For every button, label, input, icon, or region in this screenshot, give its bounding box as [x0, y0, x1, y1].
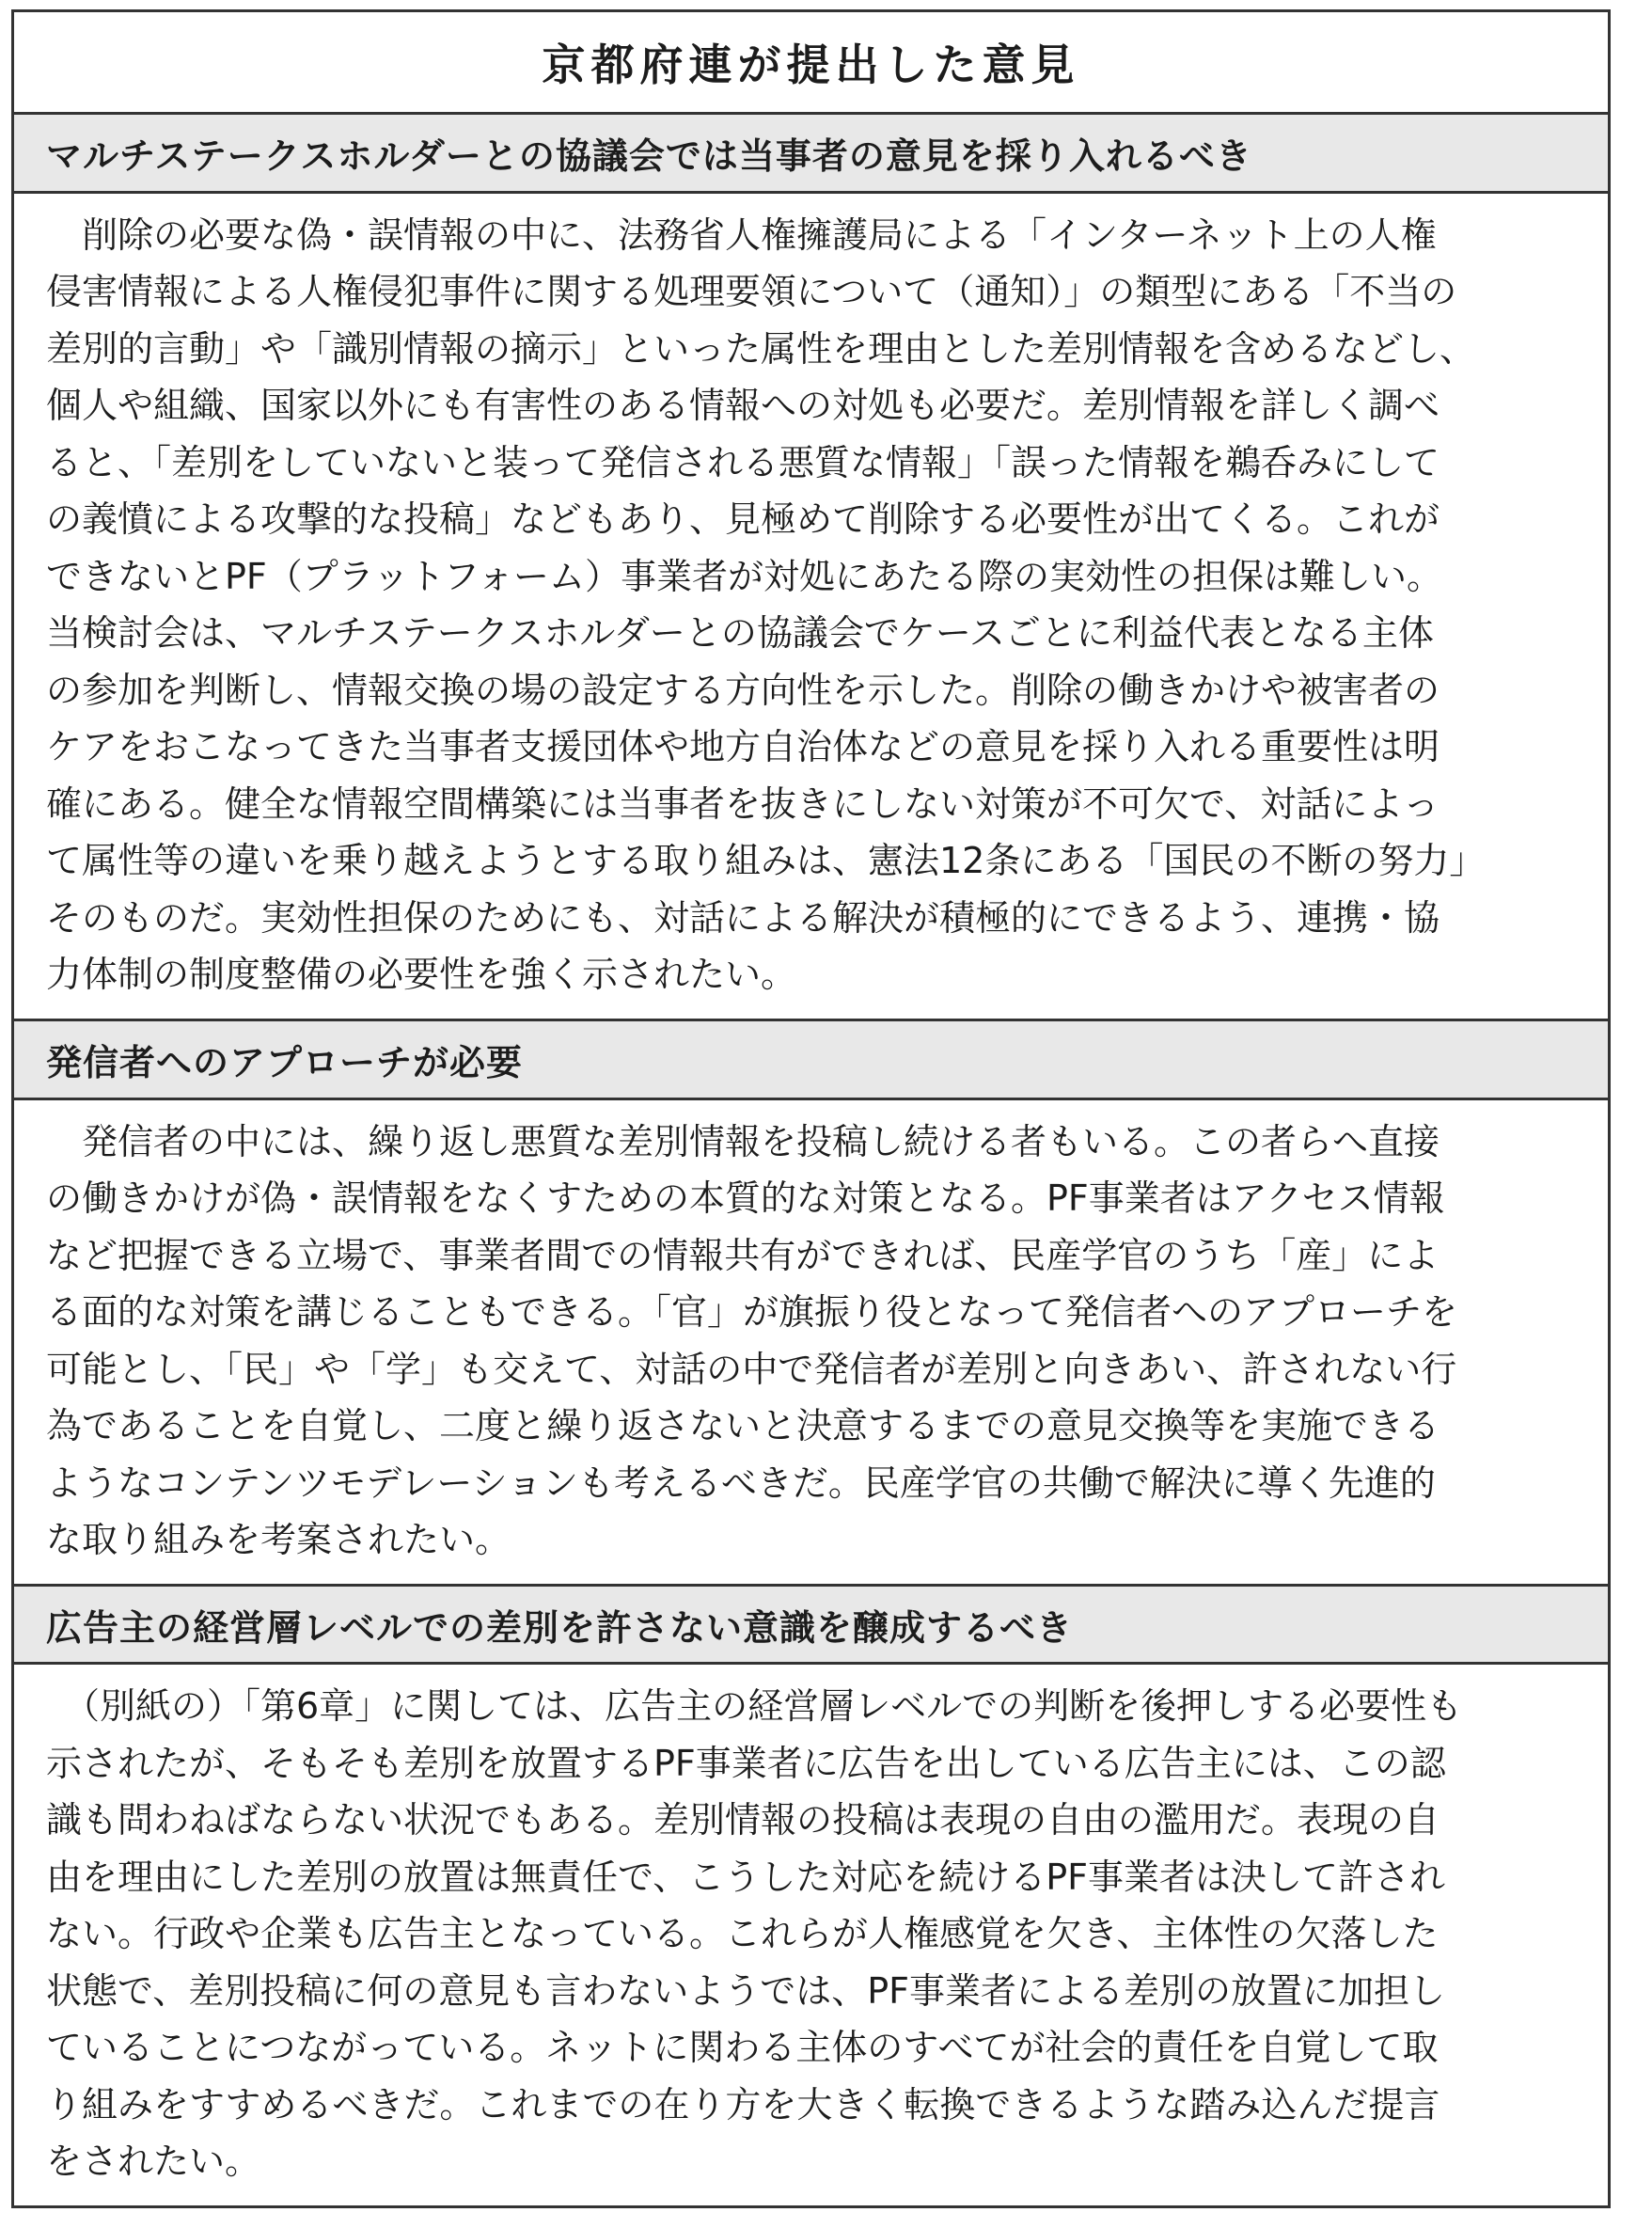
- body-line: る面的な対策を講じることもできる。「官」が旗振り役となって発信者へのアプローチを: [46, 1291, 1458, 1334]
- body-line: 差別的言動」や「識別情報の摘示」といった属性を理由とした差別情報を含めるなどし、: [46, 327, 1476, 370]
- body-line: の働きかけが偽・誤情報をなくすための本質的な対策となる。PF事業者はアクセス情報: [46, 1177, 1445, 1220]
- body-line: 状態で、差別投稿に何の意見も言わないようでは、PF事業者による差別の放置に加担し: [46, 1969, 1446, 2012]
- body-line: て属性等の違いを乗り越えようとする取り組みは、憲法12条にある「国民の不断の努力」: [46, 840, 1486, 882]
- section-heading-multistakeholder: マルチステークスホルダーとの協議会では当事者の意見を採り入れるべき: [14, 115, 1608, 194]
- body-line: ない。行政や企業も広告主となっている。これらが人権感覚を欠き、主体性の欠落した: [46, 1913, 1439, 1955]
- opinion-document: [11, 9, 1611, 2208]
- body-line: 可能とし、「民」や「学」も交えて、対話の中で発信者が差別と向きあい、許されない行: [46, 1348, 1457, 1390]
- body-line: 為であることを自覚し、二度と繰り返さないと決意するまでの意見交換等を実施できる: [46, 1405, 1440, 1447]
- section-heading-approach-senders: 発信者へのアプローチが必要: [14, 1021, 1608, 1100]
- section-body-approach-senders: [14, 1100, 1608, 1587]
- body-line: ると、「差別をしていないと装って発信される悪質な情報」「誤った情報を鵜呑みにして: [46, 441, 1440, 483]
- body-line: の義憤による攻撃的な投稿」などもあり、見極めて削除する必要性が出てくる。これが: [46, 498, 1440, 541]
- document-title: 京都府連が提出した意見: [14, 12, 1608, 115]
- section-heading-advertisers: 広告主の経営層レベルでの差別を許さない意識を醸成するべき: [14, 1587, 1608, 1666]
- body-line: できないとPF（プラットフォーム）事業者が対処にあたる際の実効性の担保は難しい。: [46, 555, 1442, 597]
- body-line: な取り組みを考案されたい。: [46, 1519, 511, 1561]
- body-line: の参加を判断し、情報交換の場の設定する方向性を示した。削除の働きかけや被害者の: [46, 669, 1440, 711]
- body-line: ケアをおこなってきた当事者支援団体や地方自治体などの意見を採り入れる重要性は明: [46, 726, 1440, 768]
- body-line: ようなコンテンツモデレーションも考えるべきだ。民産学官の共働で解決に導く先進的: [46, 1462, 1436, 1504]
- body-line: 侵害情報による人権侵犯事件に関する処理要領について（通知）」の類型にある「不当の: [46, 271, 1457, 313]
- body-line: 当検討会は、マルチステークスホルダーとの協議会でケースごとに利益代表となる主体: [46, 612, 1434, 655]
- body-line: をされたい。: [46, 2141, 261, 2183]
- body-line: そのものだ。実効性担保のためにも、対話による解決が積極的にできるよう、連携・協: [46, 896, 1440, 939]
- body-line: り組みをすすめるべきだ。これまでの在り方を大きく転換できるような踏み込んだ提言: [46, 2083, 1440, 2125]
- body-line: （別紙の）「第6章」に関しては、広告主の経営層レベルでの判断を後押しする必要性も: [46, 1685, 1463, 1728]
- section-body-multistakeholder: [14, 194, 1608, 1021]
- body-line: 削除の必要な偽・誤情報の中に、法務省人権擁護局による「インターネット上の人権: [46, 213, 1437, 256]
- body-line: など把握できる立場で、事業者間での情報共有ができれば、民産学官のうち「産」によ: [46, 1234, 1440, 1276]
- body-line: 力体制の制度整備の必要性を強く示されたい。: [46, 954, 797, 996]
- section-body-advertisers: [14, 1665, 1608, 2205]
- body-line: 発信者の中には、繰り返し悪質な差別情報を投稿し続ける者もいる。この者らへ直接: [46, 1120, 1440, 1162]
- body-line: 由を理由にした差別の放置は無責任で、こうした対応を続けるPF事業者は決して許され: [46, 1856, 1446, 1898]
- body-line: 個人や組織、国家以外にも有害性のある情報への対処も必要だ。差別情報を詳しく調べ: [46, 385, 1440, 427]
- body-line: ていることにつながっている。ネットに関わる主体のすべてが社会的責任を自覚して取: [46, 2027, 1439, 2069]
- body-line: 確にある。健全な情報空間構築には当事者を抜きにしない対策が不可欠で、対話によっ: [46, 782, 1440, 825]
- body-line: 示されたが、そもそも差別を放置するPF事業者に広告を出している広告主には、この認: [46, 1742, 1446, 1784]
- body-line: 識も問わねばならない状況でもある。差別情報の投稿は表現の自由の濫用だ。表現の自: [46, 1799, 1440, 1841]
